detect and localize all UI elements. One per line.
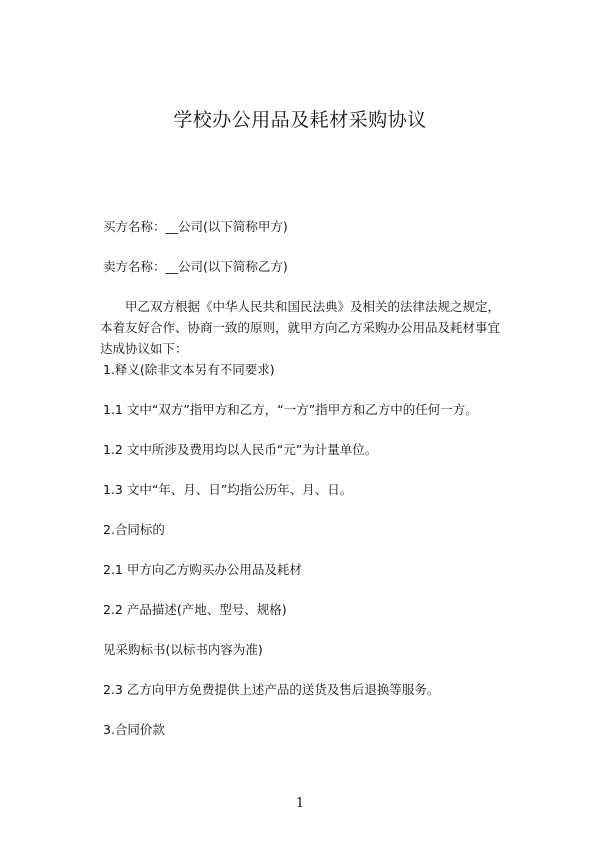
page-number: 1 [295, 796, 305, 811]
section-2-2: 2.2 产品描述(产地、型号、规格) [103, 602, 287, 617]
seller-line: 卖方名称：__公司(以下简称乙方) [103, 259, 288, 274]
section-2-3: 2.3 乙方向甲方免费提供上述产品的送货及售后退换等服务。 [103, 682, 440, 697]
section-2-1: 2.1 甲方向乙方购买办公用品及耗材 [103, 562, 302, 577]
buyer-line: 买方名称：__公司(以下简称甲方) [103, 219, 288, 234]
section-1-1: 1.1 文中“双方”指甲方和乙方，“一方”指甲方和乙方中的任何一方。 [103, 402, 478, 417]
document-title: 学校办公用品及耗材采购协议 [173, 109, 427, 131]
section-2-2-note: 见采购标书(以标书内容为准) [103, 642, 263, 657]
section-2: 2.合同标的 [103, 522, 165, 537]
section-1: 1.释义(除非文本另有不同要求) [103, 362, 275, 377]
section-1-3: 1.3 文中“年、月、日”均指公历年、月、日。 [103, 482, 353, 497]
intro-paragraph: 甲乙双方根据《中华人民共和国民法典》及相关的法律法规之规定，本着友好合作、协商一致的原则，就甲方向乙方采购办公用品及耗材事宜达成协议如下： [100, 299, 501, 356]
section-3: 3.合同价款 [103, 722, 165, 737]
section-1-2: 1.2 文中所涉及费用均以人民币“元”为计量单位。 [103, 442, 378, 457]
